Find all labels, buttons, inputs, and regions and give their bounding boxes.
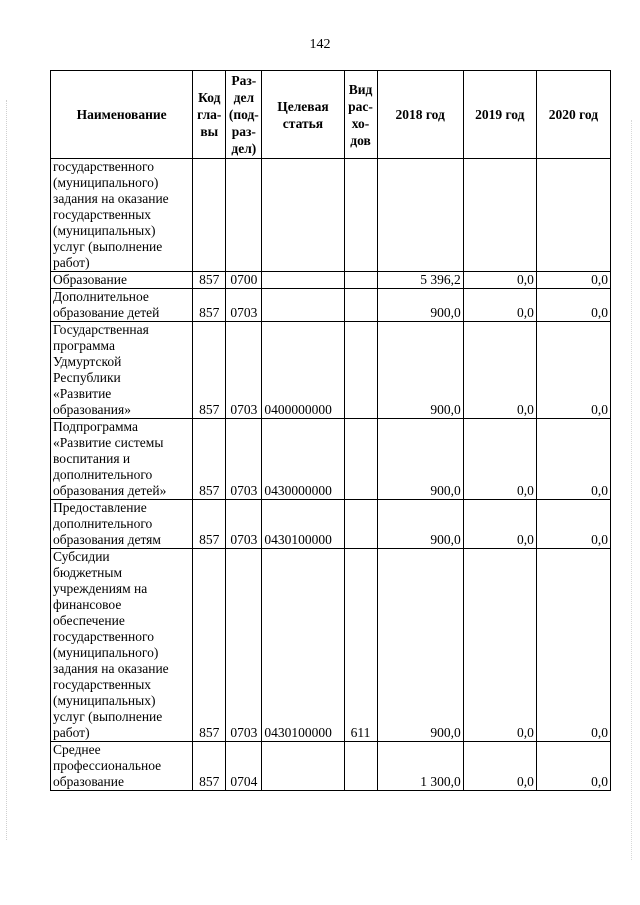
row-razdel: 0704 (226, 742, 262, 791)
row-kod: 857 (193, 500, 226, 549)
row-kod: 857 (193, 742, 226, 791)
row-celevaya (262, 159, 344, 272)
row-celevaya: 0430000000 (262, 419, 344, 500)
row-2019 (463, 159, 536, 272)
row-celevaya (262, 742, 344, 791)
header-vid: Вид рас- хо- дов (344, 71, 377, 159)
header-razdel: Раз- дел (под- раз- дел) (226, 71, 262, 159)
row-2019: 0,0 (463, 322, 536, 419)
row-vid (344, 289, 377, 322)
table-row (51, 159, 611, 272)
row-2018: 900,0 (377, 322, 463, 419)
header-2019: 2019 год (463, 71, 536, 159)
header-name: Наименование (51, 71, 193, 159)
row-razdel: 0703 (226, 500, 262, 549)
row-razdel (226, 159, 262, 272)
table-row (51, 289, 611, 322)
row-vid (344, 419, 377, 500)
page-number: 142 (309, 37, 331, 52)
header-kod: Код гла- вы (193, 71, 226, 159)
budget-table (50, 70, 611, 791)
row-name: Подпрограмма «Развитие системы воспитания и дополнительного образования детей» (51, 419, 193, 500)
row-name: государственного (муниципального) задания на оказание государственных (муниципальных) услуг (выполнение работ) (51, 159, 193, 272)
scan-edge-mark-right (631, 120, 634, 860)
row-razdel: 0700 (226, 272, 262, 289)
row-kod: 857 (193, 322, 226, 419)
table-row (51, 419, 611, 500)
row-vid (344, 500, 377, 549)
row-2020: 0,0 (536, 742, 610, 791)
row-vid: 611 (344, 549, 377, 742)
row-name: Среднее профессиональное образование (51, 742, 193, 791)
table-row (51, 272, 611, 289)
row-vid (344, 322, 377, 419)
row-2020: 0,0 (536, 419, 610, 500)
row-celevaya (262, 272, 344, 289)
row-razdel: 0703 (226, 419, 262, 500)
row-celevaya: 0430100000 (262, 549, 344, 742)
row-celevaya (262, 289, 344, 322)
row-vid (344, 159, 377, 272)
row-name: Субсидии бюджетным учреждениям на финансовое обеспечение государственного (муниципального) задания на оказание государственных (муниципальных) услуг (выполнение работ) (51, 549, 193, 742)
table-row (51, 322, 611, 419)
row-kod: 857 (193, 289, 226, 322)
row-2019: 0,0 (463, 289, 536, 322)
table-row (51, 742, 611, 791)
row-celevaya: 0430100000 (262, 500, 344, 549)
row-2018: 1 300,0 (377, 742, 463, 791)
row-vid (344, 272, 377, 289)
row-2018: 900,0 (377, 289, 463, 322)
scan-edge-mark-left (6, 100, 9, 840)
row-2018: 900,0 (377, 549, 463, 742)
row-2019: 0,0 (463, 742, 536, 791)
row-2018: 900,0 (377, 500, 463, 549)
row-2018 (377, 159, 463, 272)
row-razdel: 0703 (226, 549, 262, 742)
row-celevaya: 0400000000 (262, 322, 344, 419)
row-kod: 857 (193, 549, 226, 742)
row-name: Образование (51, 272, 193, 289)
row-kod: 857 (193, 272, 226, 289)
row-2020: 0,0 (536, 272, 610, 289)
header-celevaya: Целевая статья (262, 71, 344, 159)
row-2020: 0,0 (536, 500, 610, 549)
header-2020: 2020 год (536, 71, 610, 159)
table-row (51, 549, 611, 742)
header-row (51, 71, 611, 159)
row-2020 (536, 159, 610, 272)
table-row (51, 500, 611, 549)
header-2018: 2018 год (377, 71, 463, 159)
row-2020: 0,0 (536, 322, 610, 419)
row-2018: 5 396,2 (377, 272, 463, 289)
row-2020: 0,0 (536, 549, 610, 742)
row-razdel: 0703 (226, 289, 262, 322)
row-2019: 0,0 (463, 419, 536, 500)
row-kod: 857 (193, 419, 226, 500)
row-2019: 0,0 (463, 272, 536, 289)
row-2018: 900,0 (377, 419, 463, 500)
row-2019: 0,0 (463, 549, 536, 742)
row-name: Государственная программа Удмуртской Республики «Развитие образования» (51, 322, 193, 419)
row-razdel: 0703 (226, 322, 262, 419)
row-vid (344, 742, 377, 791)
row-2019: 0,0 (463, 500, 536, 549)
row-2020: 0,0 (536, 289, 610, 322)
row-name: Предоставление дополнительного образования детям (51, 500, 193, 549)
row-name: Дополнительное образование детей (51, 289, 193, 322)
row-kod (193, 159, 226, 272)
